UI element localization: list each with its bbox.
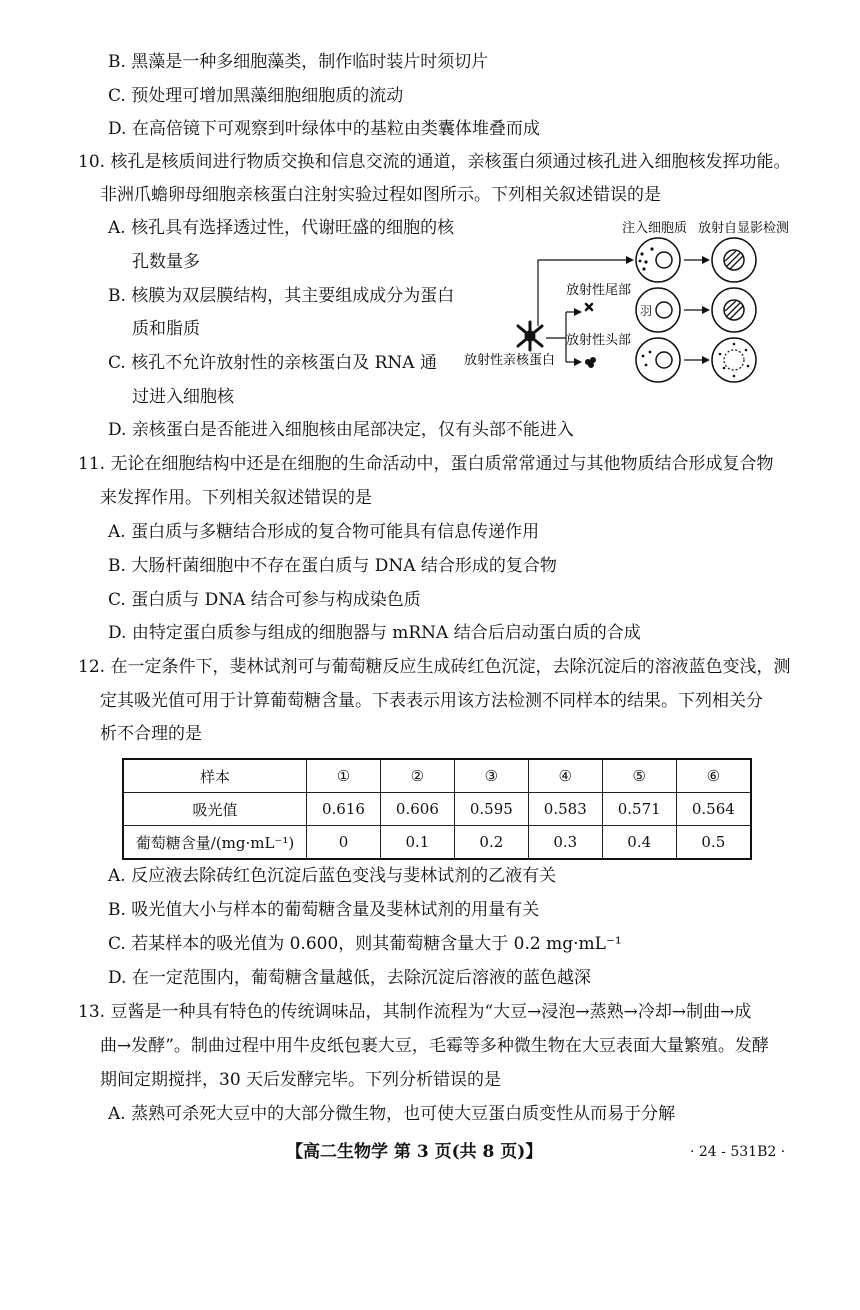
table-cell: 0.595 [454, 793, 528, 826]
q13-stem-line1: 13. 豆酱是一种具有特色的传统调味品，其制作流程为“大豆→浸泡→蒸熟→冷却→制曲→成 [78, 1002, 752, 1022]
table-row [123, 793, 751, 826]
table-cell: 样本 [123, 759, 307, 793]
table-header-row [123, 759, 751, 793]
q10-option-c-line2: 过进入细胞核 [132, 387, 234, 407]
page-footer: 【高二生物学 第 3 页(共 8 页)】 [286, 1142, 543, 1162]
q9-option-c: C. 预处理可增加黑藻细胞细胞质的流动 [108, 86, 404, 106]
radioactive-head-icon [585, 357, 596, 368]
table-cell: 0.616 [307, 793, 381, 826]
table-cell: ② [380, 759, 454, 793]
table-cell: 0.571 [602, 793, 676, 826]
q12-stem-line3: 析不合理的是 [100, 724, 202, 744]
cell-head-result [712, 338, 756, 382]
q10-option-b-line2: 质和脂质 [132, 319, 200, 339]
cell-full-protein-result [712, 238, 756, 282]
table-cell: 0 [307, 826, 381, 860]
table-cell: 0.606 [380, 793, 454, 826]
svg-text:羽: 羽 [640, 304, 653, 318]
q12-option-b: B. 吸光值大小与样本的葡萄糖含量及斐林试剂的用量有关 [108, 900, 540, 920]
q12-option-c: C. 若某样本的吸光值为 0.600，则其葡萄糖含量大于 0.2 mg·mL⁻¹ [108, 934, 622, 954]
table-cell: ⑥ [676, 759, 751, 793]
q10-stem-line1: 10. 核孔是核质间进行物质交换和信息交流的通道，亲核蛋白须通过核孔进入细胞核发挥功能。 [78, 152, 791, 172]
q11-option-d: D. 由特定蛋白质参与组成的细胞器与 mRNA 结合后启动蛋白质的合成 [108, 623, 641, 643]
cell-tail-result [712, 288, 756, 332]
q10-option-d: D. 亲核蛋白是否能进入细胞核由尾部决定，仅有头部不能进入 [108, 420, 574, 440]
radioactive-protein-icon [518, 322, 542, 350]
q9-option-d: D. 在高倍镜下可观察到叶绿体中的基粒由类囊体堆叠而成 [108, 119, 540, 139]
label-tail: 放射性尾部 [566, 283, 632, 298]
q13-stem-line3: 期间定期搅拌，30 天后发酵完毕。下列分析错误的是 [100, 1070, 502, 1090]
label-inject: 注入细胞质 [622, 221, 688, 236]
table-cell: ⑤ [602, 759, 676, 793]
table-cell: 0.1 [380, 826, 454, 860]
label-protein: 放射性亲核蛋白 [464, 353, 556, 368]
table-cell: 吸光值 [123, 793, 307, 826]
nuclear-protein-diagram [462, 214, 792, 386]
q10-option-a-line1: A. 核孔具有选择透过性，代谢旺盛的细胞的核 [108, 218, 455, 238]
q11-option-a: A. 蛋白质与多糖结合形成的复合物可能具有信息传递作用 [108, 522, 540, 542]
q11-stem-line2: 来发挥作用。下列相关叙述错误的是 [100, 488, 372, 508]
label-detect: 放射自显影检测 [698, 221, 790, 236]
table-cell: 0.564 [676, 793, 751, 826]
q10-option-b-line1: B. 核膜为双层膜结构，其主要组成成分为蛋白 [108, 286, 455, 306]
table-cell: 0.5 [676, 826, 751, 860]
table-cell: ④ [528, 759, 602, 793]
cell-tail-injected [636, 288, 680, 332]
q12-stem-line1: 12. 在一定条件下，斐林试剂可与葡萄糖反应生成砖红色沉淀，去除沉淀后的溶液蓝色变浅，测 [78, 657, 791, 677]
q12-stem-line2: 定其吸光值可用于计算葡萄糖含量。下表表示用该方法检测不同样本的结果。下列相关分 [100, 691, 763, 711]
q10-stem-line2: 非洲爪蟾卵母细胞亲核蛋白注射实验过程如图所示。下列相关叙述错误的是 [100, 185, 661, 205]
table-cell: 0.2 [454, 826, 528, 860]
q12-option-a: A. 反应液去除砖红色沉淀后蓝色变浅与斐林试剂的乙液有关 [108, 866, 557, 886]
cell-full-protein-injected [636, 238, 680, 282]
table-cell: 0.3 [528, 826, 602, 860]
q13-option-a: A. 蒸熟可杀死大豆中的大部分微生物，也可使大豆蛋白质变性从而易于分解 [108, 1104, 676, 1124]
q11-option-c: C. 蛋白质与 DNA 结合可参与构成染色质 [108, 590, 421, 610]
q11-option-b: B. 大肠杆菌细胞中不存在蛋白质与 DNA 结合形成的复合物 [108, 556, 557, 576]
q12-option-d: D. 在一定范围内，葡萄糖含量越低，去除沉淀后溶液的蓝色越深 [108, 968, 591, 988]
table-row [123, 826, 751, 860]
label-head: 放射性头部 [566, 333, 632, 348]
table-cell: 0.4 [602, 826, 676, 860]
q13-stem-line2: 曲→发酵”。制曲过程中用牛皮纸包裹大豆，毛霉等多种微生物在大豆表面大量繁殖。发酵 [100, 1036, 769, 1056]
q10-option-a-line2: 孔数量多 [132, 252, 200, 272]
absorbance-table [122, 758, 752, 860]
exam-code: · 24 - 531B2 · [690, 1144, 786, 1160]
table-cell: ① [307, 759, 381, 793]
table-cell: 0.583 [528, 793, 602, 826]
table-cell: ③ [454, 759, 528, 793]
cell-head-injected [636, 338, 680, 382]
q10-option-c-line1: C. 核孔不允许放射性的亲核蛋白及 RNA 通 [108, 353, 437, 373]
radioactive-tail-icon [586, 304, 592, 310]
q9-option-b: B. 黑藻是一种多细胞藻类，制作临时装片时须切片 [108, 52, 489, 72]
table-cell: 葡萄糖含量/(mg·mL⁻¹) [123, 826, 307, 860]
q11-stem-line1: 11. 无论在细胞结构中还是在细胞的生命活动中，蛋白质常常通过与其他物质结合形成复合物 [78, 454, 774, 474]
